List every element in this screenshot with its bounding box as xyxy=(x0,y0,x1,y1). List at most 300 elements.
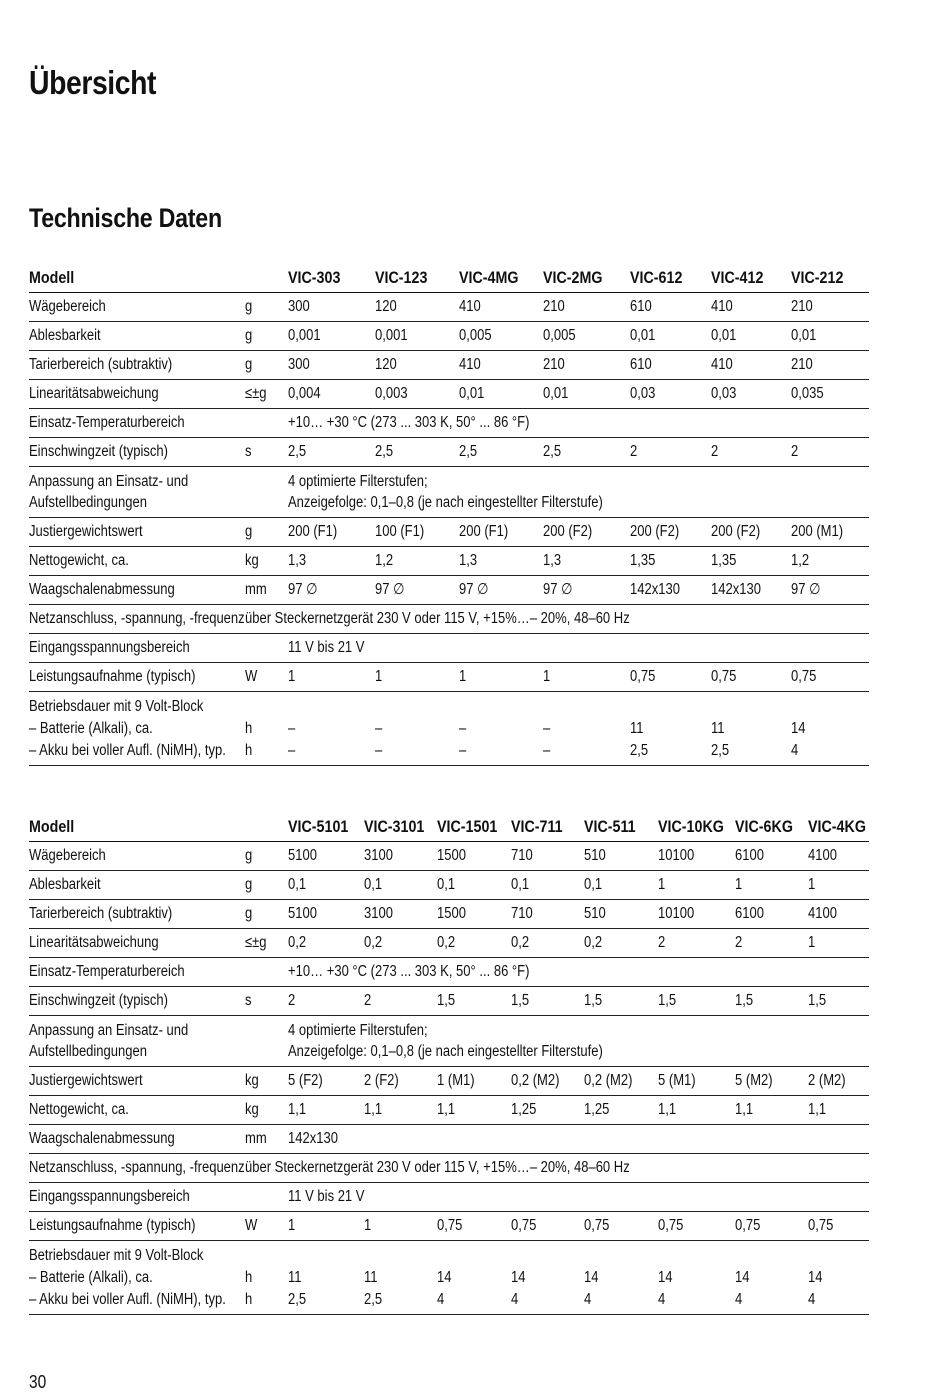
row-value xyxy=(658,900,735,929)
row-value xyxy=(511,1096,584,1125)
row-value-lines xyxy=(791,696,805,762)
row-value-text: 1 xyxy=(808,876,816,893)
row-value-text: 210 xyxy=(791,356,813,373)
row-value-text: 410 xyxy=(459,298,481,315)
row-span-text: 142x130 xyxy=(288,1130,338,1147)
row-value-text: 1,5 xyxy=(735,992,754,1009)
table-row xyxy=(29,322,869,351)
page-title: Übersicht xyxy=(29,64,157,101)
row-label-text: Eingangsspannungsbereich xyxy=(29,639,190,656)
row-label-text: Tarierbereich (subtraktiv) xyxy=(29,356,173,373)
row-unit xyxy=(245,380,288,409)
table-row xyxy=(29,958,869,987)
row-value-text: 2,5 xyxy=(543,443,562,460)
header-unit xyxy=(245,813,288,842)
row-value-text: 97 ∅ xyxy=(459,581,489,598)
row-label xyxy=(29,1241,245,1315)
model-header xyxy=(459,264,543,293)
row-value-text: 142x130 xyxy=(711,581,761,598)
row-value-text: 2 xyxy=(711,443,719,460)
row-value xyxy=(288,351,375,380)
row-value xyxy=(459,663,543,692)
row-value xyxy=(658,987,735,1016)
row-value xyxy=(630,518,711,547)
row-value-text: 2 xyxy=(735,934,743,951)
table-row xyxy=(29,438,869,467)
row-unit-text: s xyxy=(245,992,252,1009)
row-unit xyxy=(245,842,288,871)
row-value xyxy=(630,663,711,692)
row-value xyxy=(511,987,584,1016)
row-value xyxy=(543,576,630,605)
table-header-row xyxy=(29,264,869,293)
row-value-text: 1,3 xyxy=(288,552,307,569)
row-value-text: 710 xyxy=(511,847,533,864)
row-value-text: 1,1 xyxy=(288,1101,307,1118)
row-span-text: 11 V bis 21 V xyxy=(288,1188,365,1205)
row-unit-line: h xyxy=(245,742,253,759)
row-value-text: 97 ∅ xyxy=(288,581,318,598)
row-value-line: 4 xyxy=(511,1291,519,1308)
row-value-text: 0,03 xyxy=(711,385,737,402)
row-value xyxy=(735,871,808,900)
row-unit xyxy=(245,1016,288,1067)
row-label-line: Aufstellbedingungen xyxy=(29,494,148,511)
model-header xyxy=(437,813,511,842)
row-value-line xyxy=(437,1245,451,1267)
row-label-line: – Batterie (Alkali), ca. xyxy=(29,1269,153,1286)
row-value-text: 1 xyxy=(375,668,383,685)
row-value xyxy=(375,351,459,380)
row-value-text: 0,001 xyxy=(375,327,408,344)
table-row xyxy=(29,1016,869,1067)
row-value-line xyxy=(735,1245,749,1267)
row-value-text: 410 xyxy=(711,298,733,315)
row-span-text: über Steckernetzgerät 230 V oder 115 V, +15%…– 20%, 48–60 Hz xyxy=(245,1159,630,1176)
row-value xyxy=(288,1067,364,1096)
row-value xyxy=(543,663,630,692)
row-value-text: 6100 xyxy=(735,847,764,864)
row-value xyxy=(459,518,543,547)
row-value-lines xyxy=(511,1245,525,1311)
row-value-text: 97 ∅ xyxy=(543,581,573,598)
row-label-text: Netzanschluss, -spannung, -frequenz xyxy=(29,1159,245,1176)
row-value-text: 1 xyxy=(459,668,467,685)
row-value-text: 0,2 (M2) xyxy=(584,1072,633,1089)
header-text: Modell xyxy=(29,268,75,287)
row-unit xyxy=(245,1067,288,1096)
table-row xyxy=(29,293,869,322)
row-label-line: Betriebsdauer mit 9 Volt-Block xyxy=(29,698,204,715)
row-value xyxy=(808,871,869,900)
row-value xyxy=(711,692,791,766)
header-text: VIC-1501 xyxy=(437,817,498,836)
row-value-text: 1 xyxy=(543,668,551,685)
row-value-text: 0,75 xyxy=(808,1217,834,1234)
table-row xyxy=(29,380,869,409)
row-value-text: 1,2 xyxy=(791,552,810,569)
row-unit-text: kg xyxy=(245,1101,259,1118)
row-unit-text: g xyxy=(245,298,253,315)
row-span-lines xyxy=(288,1020,603,1062)
row-label xyxy=(29,1154,245,1183)
header-label xyxy=(29,813,245,842)
row-value xyxy=(791,438,869,467)
row-unit xyxy=(245,692,288,766)
row-value xyxy=(364,871,437,900)
row-value-line: 4 xyxy=(437,1291,445,1308)
row-value xyxy=(543,293,630,322)
row-value-text: 0,75 xyxy=(735,1217,761,1234)
row-value xyxy=(437,1096,511,1125)
row-value-text: 1,35 xyxy=(630,552,656,569)
header-text: VIC-5101 xyxy=(288,817,349,836)
header-text: VIC-303 xyxy=(288,268,341,287)
row-value-text: 2 (M2) xyxy=(808,1072,846,1089)
row-value-lines xyxy=(808,1245,822,1311)
row-unit-text: s xyxy=(245,443,252,460)
header-text: VIC-2MG xyxy=(543,268,603,287)
model-header xyxy=(658,813,735,842)
row-value-text: 0,03 xyxy=(630,385,656,402)
page-number: 30 xyxy=(29,1372,47,1392)
row-value-text: 1 (M1) xyxy=(437,1072,475,1089)
table-row xyxy=(29,900,869,929)
row-value xyxy=(375,547,459,576)
model-header xyxy=(584,813,658,842)
row-value-text: 710 xyxy=(511,905,533,922)
row-value xyxy=(630,692,711,766)
row-unit-line xyxy=(245,696,252,718)
row-value-text: 1 xyxy=(658,876,666,893)
row-value xyxy=(459,293,543,322)
row-value-text: 97 ∅ xyxy=(375,581,405,598)
row-value-text: 0,004 xyxy=(288,385,321,402)
header-text: VIC-4KG xyxy=(808,817,866,836)
row-span-value xyxy=(288,467,869,518)
row-unit-line: h xyxy=(245,1291,253,1308)
table-row xyxy=(29,1183,869,1212)
table-row xyxy=(29,692,869,766)
row-value-text: 0,005 xyxy=(459,327,492,344)
model-header xyxy=(711,264,791,293)
header-text: Modell xyxy=(29,817,75,836)
row-value xyxy=(288,1241,364,1315)
row-value xyxy=(791,518,869,547)
row-value-line xyxy=(584,1245,598,1267)
row-value xyxy=(288,380,375,409)
row-value xyxy=(459,576,543,605)
row-span-value xyxy=(288,409,869,438)
row-value xyxy=(735,1096,808,1125)
row-unit-text: kg xyxy=(245,1072,259,1089)
row-value-text: 1,5 xyxy=(658,992,677,1009)
row-unit-lines xyxy=(245,1245,252,1311)
row-label-text: Nettogewicht, ca. xyxy=(29,552,129,569)
table-row xyxy=(29,518,869,547)
table-row xyxy=(29,842,869,871)
row-value-line xyxy=(511,1245,525,1267)
row-value-line: – xyxy=(288,720,296,737)
row-value-text: 0,01 xyxy=(711,327,737,344)
row-label-text: Waagschalenabmessung xyxy=(29,581,175,598)
row-label xyxy=(29,1096,245,1125)
row-value-text: 0,2 xyxy=(511,934,530,951)
row-unit-text: kg xyxy=(245,552,259,569)
row-value-line: 11 xyxy=(364,1269,378,1286)
row-value-lines xyxy=(437,1245,451,1311)
row-value-text: 6100 xyxy=(735,905,764,922)
row-value-text: 3100 xyxy=(364,905,393,922)
row-value-text: 142x130 xyxy=(630,581,680,598)
row-value-text: 300 xyxy=(288,356,310,373)
row-value-text: 100 (F1) xyxy=(375,523,425,540)
row-value xyxy=(375,576,459,605)
row-label-text: Einschwingzeit (typisch) xyxy=(29,992,168,1009)
row-value xyxy=(808,987,869,1016)
model-header xyxy=(288,264,375,293)
row-value xyxy=(658,871,735,900)
table-header-row xyxy=(29,813,869,842)
row-span-value xyxy=(288,1125,869,1154)
row-label-line: – Batterie (Alkali), ca. xyxy=(29,720,153,737)
row-unit xyxy=(245,929,288,958)
row-unit-text: g xyxy=(245,876,253,893)
row-value-lines xyxy=(658,1245,672,1311)
row-value-line: – xyxy=(459,742,467,759)
row-value xyxy=(735,1241,808,1315)
row-unit-line: h xyxy=(245,1269,253,1286)
row-value-text: 210 xyxy=(791,298,813,315)
row-label xyxy=(29,929,245,958)
row-value-text: 200 (M1) xyxy=(791,523,844,540)
row-label-line: – Akku bei voller Aufl. (NiMH), typ. xyxy=(29,742,226,759)
row-label xyxy=(29,1016,245,1067)
row-value-line xyxy=(658,1245,672,1267)
model-header xyxy=(543,264,630,293)
row-span-lines xyxy=(288,471,603,513)
row-value-line: 14 xyxy=(808,1269,823,1286)
row-label xyxy=(29,663,245,692)
row-value xyxy=(711,518,791,547)
row-label xyxy=(29,900,245,929)
row-label xyxy=(29,1212,245,1241)
row-value xyxy=(735,987,808,1016)
table-row xyxy=(29,1125,869,1154)
row-unit xyxy=(245,409,288,438)
row-label xyxy=(29,692,245,766)
row-label-text: Justiergewichtswert xyxy=(29,1072,143,1089)
row-value xyxy=(735,842,808,871)
row-value-text: 1,5 xyxy=(808,992,827,1009)
table-row xyxy=(29,929,869,958)
row-value xyxy=(459,438,543,467)
row-value xyxy=(511,1067,584,1096)
row-value-text: 0,1 xyxy=(584,876,603,893)
row-value-line: 4 xyxy=(584,1291,592,1308)
row-value xyxy=(658,842,735,871)
row-value-lines xyxy=(459,696,466,762)
row-value xyxy=(288,842,364,871)
row-value-lines xyxy=(543,696,550,762)
row-span-line: 4 optimierte Filterstufen; xyxy=(288,1022,428,1039)
row-label xyxy=(29,634,245,663)
row-value-text: 0,035 xyxy=(791,385,824,402)
row-value xyxy=(711,576,791,605)
row-label-text: Einschwingzeit (typisch) xyxy=(29,443,168,460)
row-value-line: 4 xyxy=(658,1291,666,1308)
row-value-text: 4100 xyxy=(808,847,837,864)
row-value-text: 2,5 xyxy=(375,443,394,460)
row-span-line: 4 optimierte Filterstufen; xyxy=(288,473,428,490)
table-row xyxy=(29,634,869,663)
row-value xyxy=(711,663,791,692)
row-label-line: Anpassung an Einsatz- und xyxy=(29,473,189,490)
row-value xyxy=(288,871,364,900)
row-label-line: Anpassung an Einsatz- und xyxy=(29,1022,189,1039)
row-unit xyxy=(245,1183,288,1212)
row-value-text: 0,75 xyxy=(511,1217,537,1234)
row-value xyxy=(375,438,459,467)
row-value xyxy=(375,518,459,547)
table-row xyxy=(29,467,869,518)
row-value xyxy=(288,929,364,958)
row-value xyxy=(808,900,869,929)
row-value-line: 2,5 xyxy=(711,742,730,759)
row-label xyxy=(29,293,245,322)
row-unit xyxy=(245,351,288,380)
row-value xyxy=(543,438,630,467)
row-value xyxy=(288,987,364,1016)
row-value-text: 0,75 xyxy=(584,1217,610,1234)
row-unit xyxy=(245,634,288,663)
row-value xyxy=(288,293,375,322)
row-unit-text: ≤±g xyxy=(245,385,267,402)
row-value-text: 0,005 xyxy=(543,327,576,344)
model-header xyxy=(735,813,808,842)
row-value xyxy=(658,1067,735,1096)
row-unit xyxy=(245,518,288,547)
row-value-text: 200 (F2) xyxy=(543,523,593,540)
row-value xyxy=(584,1096,658,1125)
row-value-text: 0,2 (M2) xyxy=(511,1072,560,1089)
row-value xyxy=(584,929,658,958)
row-label-text: Linearitätsabweichung xyxy=(29,934,159,951)
row-value xyxy=(735,900,808,929)
row-label-text: Leistungsaufnahme (typisch) xyxy=(29,1217,196,1234)
row-value xyxy=(711,351,791,380)
row-value xyxy=(584,1212,658,1241)
header-text: VIC-711 xyxy=(511,817,563,836)
row-value-line: – xyxy=(543,720,551,737)
row-value xyxy=(658,1212,735,1241)
row-label-line: Aufstellbedingungen xyxy=(29,1043,148,1060)
row-value-line xyxy=(288,1245,306,1267)
row-value xyxy=(711,547,791,576)
row-value-line: – xyxy=(543,742,551,759)
row-unit-text: W xyxy=(245,668,258,685)
row-value-lines xyxy=(364,1245,382,1311)
row-value-text: 0,2 xyxy=(437,934,456,951)
row-value-text: 2 xyxy=(791,443,799,460)
row-unit xyxy=(245,663,288,692)
header-text: VIC-3101 xyxy=(364,817,425,836)
row-unit-text: mm xyxy=(245,1130,267,1147)
row-value xyxy=(437,842,511,871)
row-label-text: Linearitätsabweichung xyxy=(29,385,159,402)
row-value xyxy=(288,1212,364,1241)
row-value xyxy=(364,900,437,929)
row-value xyxy=(791,663,869,692)
row-value xyxy=(543,351,630,380)
row-value xyxy=(791,576,869,605)
row-value-text: 0,2 xyxy=(288,934,307,951)
row-value-text: 1,1 xyxy=(364,1101,383,1118)
row-value-text: 1,2 xyxy=(375,552,394,569)
row-value xyxy=(511,900,584,929)
row-value-text: 3100 xyxy=(364,847,393,864)
row-value xyxy=(288,663,375,692)
row-value-text: 120 xyxy=(375,356,397,373)
row-value xyxy=(658,929,735,958)
row-value xyxy=(364,842,437,871)
row-value-text: 0,75 xyxy=(658,1217,684,1234)
row-value xyxy=(511,871,584,900)
row-value-lines xyxy=(288,1245,306,1311)
row-value-line: 14 xyxy=(511,1269,526,1286)
row-value-line: 2,5 xyxy=(364,1291,383,1308)
row-span-text: 11 V bis 21 V xyxy=(288,639,365,656)
row-label xyxy=(29,409,245,438)
row-unit xyxy=(245,1096,288,1125)
row-span-value xyxy=(245,1154,869,1183)
row-unit xyxy=(245,871,288,900)
row-unit-text: g xyxy=(245,356,253,373)
row-value xyxy=(375,322,459,351)
row-label xyxy=(29,958,245,987)
row-value-line: 4 xyxy=(735,1291,743,1308)
row-value xyxy=(791,547,869,576)
row-value xyxy=(630,547,711,576)
row-value-text: 0,75 xyxy=(791,668,817,685)
row-value-text: 610 xyxy=(630,356,652,373)
row-value xyxy=(437,871,511,900)
row-value-lines xyxy=(288,696,295,762)
row-value xyxy=(791,351,869,380)
row-value-text: 0,75 xyxy=(437,1217,463,1234)
row-value-text: 1 xyxy=(808,934,816,951)
row-label xyxy=(29,380,245,409)
row-label-lines xyxy=(29,471,188,513)
row-unit-line xyxy=(245,1245,252,1267)
row-value-text: 200 (F1) xyxy=(288,523,338,540)
row-unit xyxy=(245,547,288,576)
row-value-line xyxy=(288,696,295,718)
row-unit xyxy=(245,1125,288,1154)
row-label-line: – Akku bei voller Aufl. (NiMH), typ. xyxy=(29,1291,226,1308)
row-value-text: 2 xyxy=(658,934,666,951)
header-text: VIC-412 xyxy=(711,268,764,287)
row-value-text: 610 xyxy=(630,298,652,315)
header-text: VIC-6KG xyxy=(735,817,793,836)
row-value xyxy=(288,1096,364,1125)
table-row xyxy=(29,605,869,634)
row-label xyxy=(29,547,245,576)
row-value-line xyxy=(375,696,382,718)
row-value-text: 200 (F1) xyxy=(459,523,509,540)
row-span-text: über Steckernetzgerät 230 V oder 115 V, +15%…– 20%, 48–60 Hz xyxy=(245,610,630,627)
header-text: VIC-123 xyxy=(375,268,428,287)
